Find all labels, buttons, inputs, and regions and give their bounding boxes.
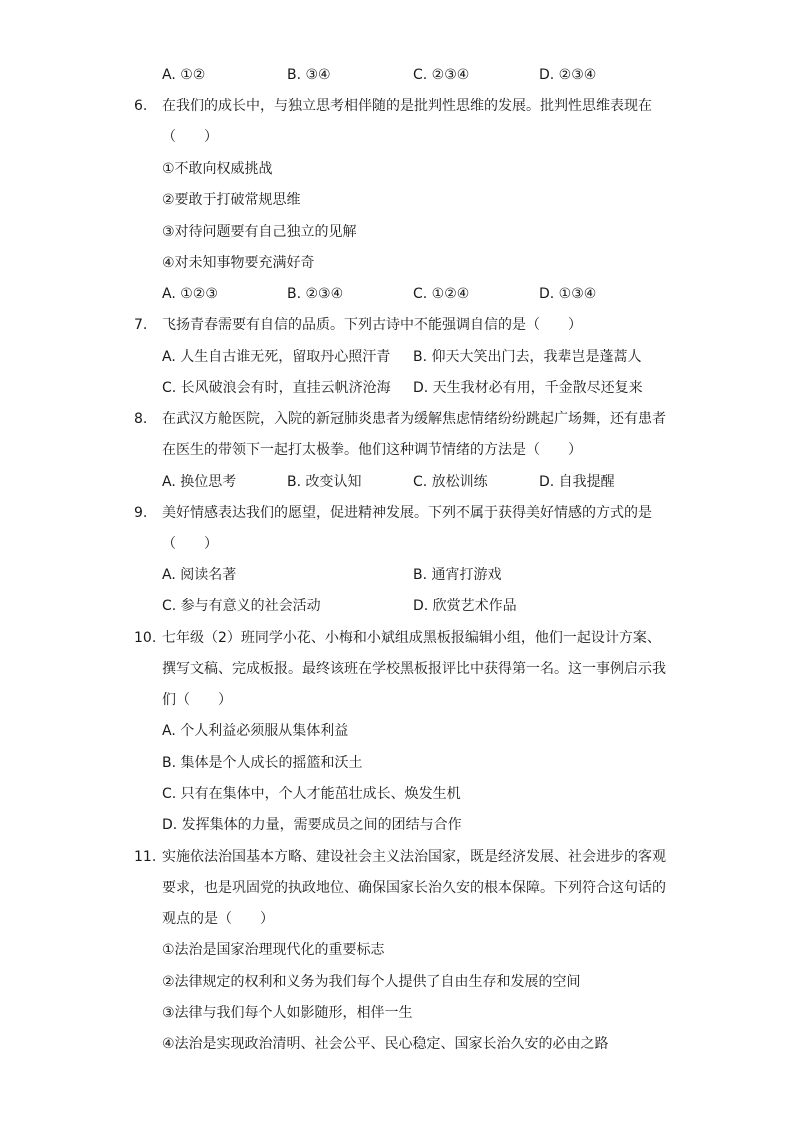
q8-option-a[interactable]: A. 换位思考 (162, 474, 237, 490)
q10-number: 10. (134, 630, 157, 646)
q10-stem-line1: 七年级（2）班同学小花、小梅和小斌组成黑板报编辑小组，他们一起设计方案、 (162, 630, 661, 646)
q5-option-a[interactable]: A. ①② (162, 67, 206, 83)
q8-stem-line2: 在医生的带领下一起打太极拳。他们这种调节情绪的方法是（ ） (162, 442, 582, 458)
q11-item-4: ④法治是实现政治清明、社会公平、民心稳定、国家长治久安的必由之路 (162, 1036, 609, 1052)
q6-item-row (0, 159, 794, 179)
q9-options-row2 (0, 596, 794, 616)
q9-option-c[interactable]: C. 参与有意义的社会活动 (162, 598, 321, 614)
q9-options-row1 (0, 565, 794, 585)
q10-option-d[interactable]: D. 发挥集体的力量，需要成员之间的团结与合作 (162, 817, 462, 833)
q10-stem-row3 (0, 690, 794, 710)
q11-stem (0, 847, 794, 867)
q8-number: 8. (134, 411, 148, 427)
q5-options (0, 65, 794, 85)
q7-stem-text: 飞扬青春需要有自信的品质。下列古诗中不能强调自信的是（ ） (162, 317, 582, 333)
q7-option-c[interactable]: C. 长风破浪会有时，直挂云帆济沧海 (162, 380, 391, 396)
q6-option-c[interactable]: C. ①②④ (413, 286, 470, 302)
q11-stem-row2 (0, 878, 794, 898)
q11-item-row (0, 1034, 794, 1054)
q9-stem-line2: （ ） (162, 536, 218, 552)
q8-stem (0, 409, 794, 429)
q11-stem-row3 (0, 909, 794, 929)
q6-item-2: ②要敢于打破常规思维 (162, 192, 301, 208)
q8-option-b[interactable]: B. 改变认知 (287, 474, 362, 490)
q6-option-a[interactable]: A. ①②③ (162, 286, 218, 302)
q6-option-b[interactable]: B. ②③④ (287, 286, 344, 302)
q10-option-row (0, 815, 794, 835)
q11-stem-line3: 观点的是（ ） (162, 911, 274, 927)
q5-option-d[interactable]: D. ②③④ (539, 67, 597, 83)
q11-stem-line1: 实施依法治国基本方略、建设社会主义法治国家，既是经济发展、社会进步的客观 (162, 849, 666, 865)
q7-options-row2 (0, 378, 794, 398)
q6-options (0, 284, 794, 304)
q9-option-d[interactable]: D. 欣赏艺术作品 (413, 598, 517, 614)
q6-item-row (0, 253, 794, 273)
q6-item-4: ④对未知事物要充满好奇 (162, 255, 315, 271)
q9-stem (0, 503, 794, 523)
q7-option-a[interactable]: A. 人生自古谁无死，留取丹心照汗青 (162, 349, 391, 365)
q8-stem-line1: 在武汉方舱医院，入院的新冠肺炎患者为缓解焦虑情绪纷纷跳起广场舞，还有患者 (162, 411, 666, 427)
q9-stem-line1: 美好情感表达我们的愿望，促进精神发展。下列不属于获得美好情感的方式的是 (162, 505, 652, 521)
q10-option-row (0, 753, 794, 773)
q10-stem (0, 628, 794, 648)
q7-option-b[interactable]: B. 仰天大笑出门去，我辈岂是蓬蒿人 (413, 349, 642, 365)
q10-stem-line3: 们（ ） (162, 692, 232, 708)
q9-number: 9. (134, 505, 148, 521)
q6-stem-row2 (0, 127, 794, 147)
q5-option-b[interactable]: B. ③④ (287, 67, 331, 83)
q7-number: 7. (134, 317, 148, 333)
q10-option-a[interactable]: A. 个人利益必须服从集体利益 (162, 723, 349, 739)
q9-option-b[interactable]: B. 通宵打游戏 (413, 567, 502, 583)
q5-option-c[interactable]: C. ②③④ (413, 67, 470, 83)
q7-stem (0, 315, 794, 335)
q6-item-3: ③对待问题要有自己独立的见解 (162, 224, 357, 240)
q11-item-row (0, 940, 794, 960)
q10-option-row (0, 721, 794, 741)
q11-item-1: ①法治是国家治理现代化的重要标志 (162, 942, 385, 958)
q9-stem-row2 (0, 534, 794, 554)
q10-option-row (0, 784, 794, 804)
q6-number: 6. (134, 98, 148, 114)
q6-stem-line2: （ ） (162, 129, 218, 145)
q6-item-row (0, 190, 794, 210)
q6-stem-line1: 在我们的成长中，与独立思考相伴随的是批判性思维的发展。批判性思维表现在 (162, 98, 652, 114)
q10-option-c[interactable]: C. 只有在集体中，个人才能茁壮成长、焕发生机 (162, 786, 461, 802)
q11-item-row (0, 972, 794, 992)
q11-number: 11. (134, 849, 157, 865)
q6-option-d[interactable]: D. ①③④ (539, 286, 597, 302)
q10-stem-row2 (0, 659, 794, 679)
q10-stem-line2: 撰写文稿、完成板报。最终该班在学校黑板报评比中获得第一名。这一事例启示我 (162, 661, 666, 677)
q11-item-row (0, 1003, 794, 1023)
q6-item-row (0, 222, 794, 242)
q6-item-1: ①不敢向权威挑战 (162, 161, 273, 177)
q8-option-d[interactable]: D. 自我提醒 (539, 474, 615, 490)
q11-item-2: ②法律规定的权利和义务为我们每个人提供了自由生存和发展的空间 (162, 974, 581, 990)
q7-option-d[interactable]: D. 天生我材必有用，千金散尽还复来 (413, 380, 643, 396)
q7-options-row1 (0, 347, 794, 367)
q6-stem (0, 96, 794, 116)
q10-option-b[interactable]: B. 集体是个人成长的摇篮和沃土 (162, 755, 363, 771)
q9-option-a[interactable]: A. 阅读名著 (162, 567, 237, 583)
q8-options (0, 472, 794, 492)
q8-stem-row2 (0, 440, 794, 460)
q8-option-c[interactable]: C. 放松训练 (413, 474, 488, 490)
q11-stem-line2: 要求，也是巩固党的执政地位、确保国家长治久安的根本保障。下列符合这句话的 (162, 880, 666, 896)
q11-item-3: ③法律与我们每个人如影随形，相伴一生 (162, 1005, 413, 1021)
